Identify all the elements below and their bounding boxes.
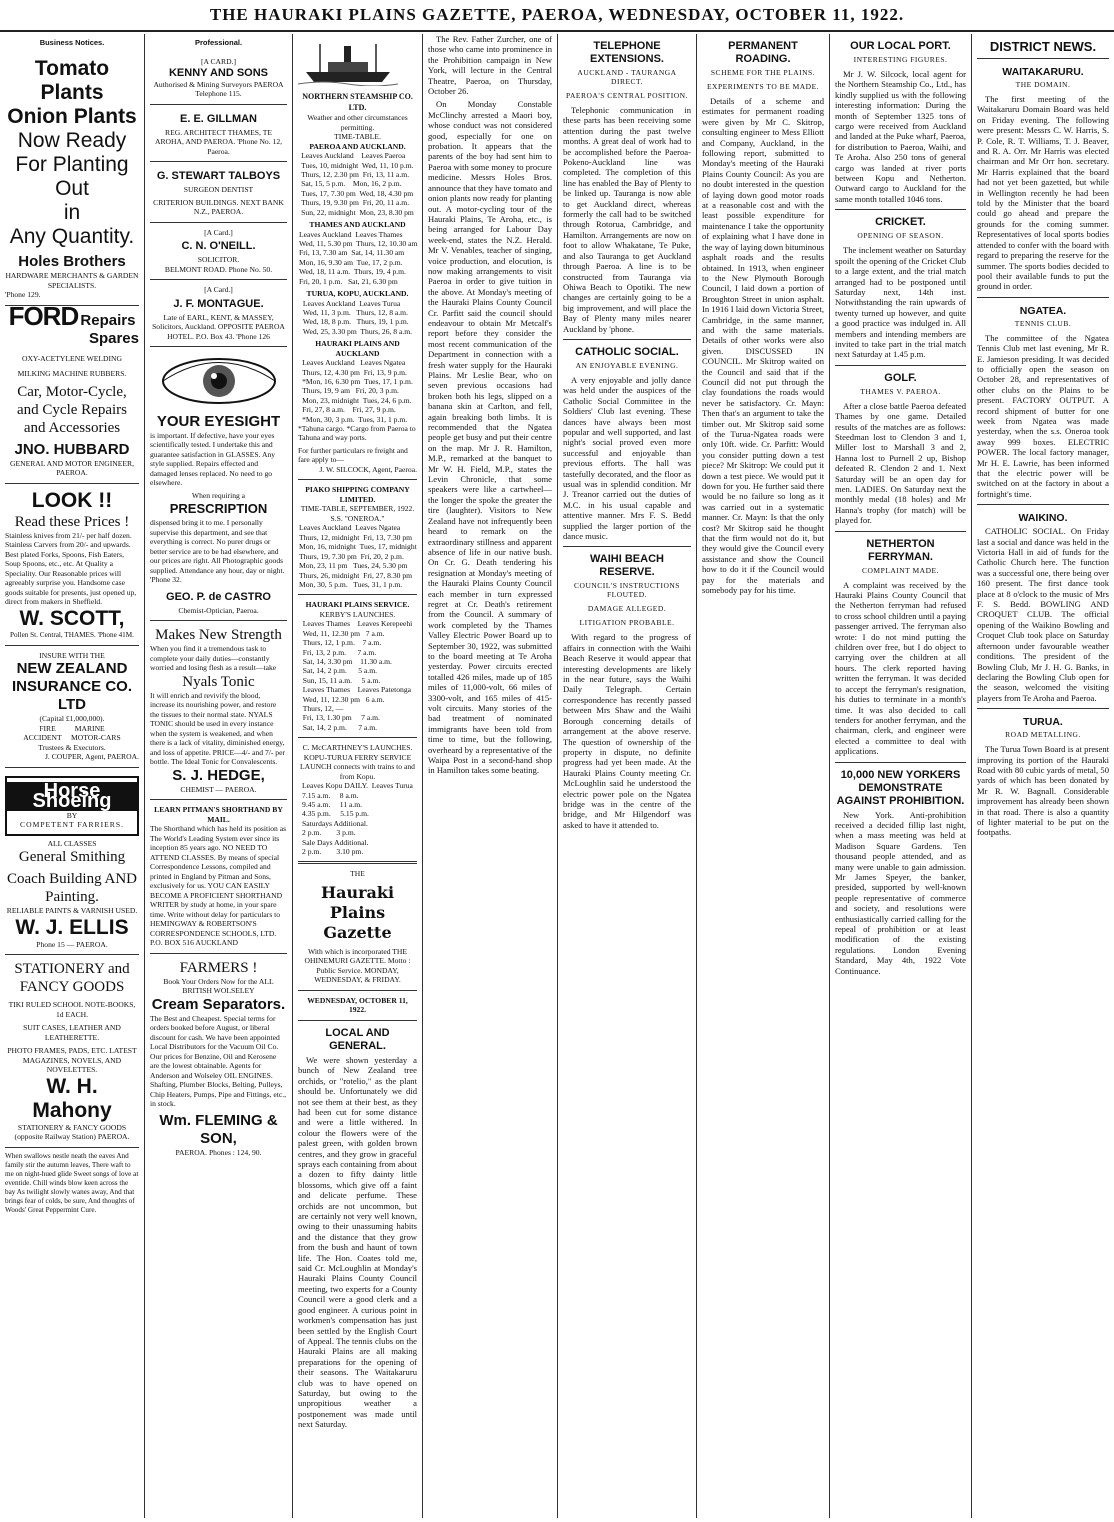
timetable-route: THAMES AND AUCKLAND: [309, 220, 406, 230]
ad-phone: Phone 15 — PAEROA.: [36, 939, 108, 949]
ford-logo: FORD: [8, 300, 79, 331]
ad-headline: PRESCRIPTION: [169, 501, 268, 517]
ad-de-castro: [150, 347, 287, 621]
column-professional: [144, 34, 292, 1518]
timetable-cell: Sat, 14, 2 p.m. 7 a.m.: [302, 722, 377, 732]
timetable-cell: Leaves Auckland Leaves Ngatea: [302, 358, 406, 368]
card-montague: [150, 280, 287, 347]
timetable-row: [302, 695, 414, 704]
ad-line: PAEROA. Phones : 124, 90.: [175, 1147, 262, 1157]
timetable-cell: Mon, 23, midnight Tues, 24, 6 p.m.: [302, 395, 412, 405]
ad-line: When requiring a: [191, 490, 246, 500]
timetable-cell: Mon, 30, 5 p.m. Tues, 31, 1 p.m.: [299, 579, 403, 589]
timetable-cell: Sat, 15, 5 p.m. Mon, 16, 2 p.m.: [301, 179, 402, 189]
timetable-cell: Leaves Auckland Leaves Turua: [302, 298, 401, 308]
timetable-route: HAURAKI PLAINS AND AUCKLAND: [315, 339, 400, 358]
ad-body: The Shorthand which has held its position as The World's Leading System ever since its inception 85 years ago. NO NEED TO ATTEND CLASSES. By means of special Correspondence Lessons, compiled and printed in England by Pitman and Sons, exclusively for us. YOU CAN EASILY BECOME A PROFICIENT SHORTHAND WRITER by study at home, in your spare time. Write without delay for particulars to HEMINGWAY & ROBERTSON'S CORRESPONDENCE SCHOOLS, LTD. P.O. BOX 516 AUCKLAND: [150, 824, 287, 948]
timetable-row: [298, 523, 418, 532]
timetable-row: [302, 723, 414, 732]
article-body: Telephonic communication in these parts has been receiving some attention during the past twelve months. A great deal of work had to be accomplished before the Paeroa-Pokeno-Auckland line was completed. The completion of this line has enabled the Bay of Plenty to be linked up. Tauranga is now able to get Auckland direct, whereas formerly the call had to be switched through Rotorua, Cambridge, and Hamilton. Arrangements are now on foot to allow Whakatane, Te Puke, and also Tauranga to get Auckland through Paeroa. A line is to be constructed from Tauranga via Ohiwa Beach to Opotiki. The new changes are certainly going to be a big improvement, and will place the Bay of Plenty many miles nearer Auckland by 'phone.: [563, 105, 691, 334]
ad-headline: Horse Shoeing: [7, 782, 137, 811]
article-subhead: SCHEME FOR THE PLAINS.: [710, 68, 816, 77]
article-headline: 10,000 NEW YORKERS DEMONSTRATE AGAINST PROHIBITION.: [836, 768, 965, 807]
ad-advertiser: W. SCOTT,: [19, 606, 125, 630]
timetable-row: [301, 368, 414, 377]
timetable-row: [302, 676, 414, 685]
ad-line: (opposite Railway Station) PAEROA.: [14, 1132, 130, 1142]
ad-line: OXY-ACETYLENE WELDING: [21, 353, 123, 363]
ad-line: GENERAL AND MOTOR ENGINEER, PAEROA.: [9, 458, 135, 478]
article-headline: DISTRICT NEWS.: [989, 39, 1097, 54]
timetable-row: [302, 629, 414, 638]
timetable-cell: Mon, 23, 11 pm Tues, 24, 5.30 pm: [299, 561, 408, 571]
article-body: A very enjoyable and jolly dance was held under the auspices of the Catholic Social Committee in the Soldiers' Club last evening. These dances have always been most popular and well supported, and last night's social proved even more successful and enjoyable than previous efforts. The hall was tastefully decorated, and the floor as usual was in splendid condition. Mr J. Treanor carried out the duties of M.C. in his usual capable and attentive manner. Mrs F. S. Bedd supplied the larger portion of the dance music.: [563, 374, 691, 542]
ad-line: General Smithing: [18, 849, 126, 866]
ad-line: PHOTO FRAMES, PADS, ETC. LATEST MAGAZINES, NOVELS, AND NOVELETTES.: [7, 1046, 137, 1075]
timetable-row: [298, 552, 418, 561]
section-label: Professional.: [194, 38, 243, 47]
timetable-cell: Wed, 18, 8 p.m. Thurs, 19, 1 p.m.: [302, 317, 409, 327]
timetable-cell: Leaves Auckland Leaves Ngatea: [299, 523, 401, 533]
article-body: We were shown yesterday a bunch of New Zealand tree orchids, or "rotelio," as the plant should be. Unfortunately we did not see them at their best, as they had been cut for some distance and were a little withered. In colour the flowers were of the palest green, with golden brown centres, and they grow in graceful sprays each containing from about a dozen to fifty dainty little blossoms, which give off a faint and delicate perfume. These orchids are not uncommon, but are certainly not very well known, owing to their unassuming habits and the distance that they grow from the bush and haunt of town life. The Hon. Coates told me, said Cr. McLoughlin at Monday's Hauraki Plains County Council meeting, two experts for a County Council were a good clerk and a good engineer. A curious point in workmen's compensation has just been settled by the English Court of Appeal. The tennis clubs on the Hauraki Plains are all making preparations for the opening of their seasons. The Waitakaruru club was to have opened on Saturday, but owing to the unpropitious weather a postponement was made until next Saturday.: [298, 1054, 417, 1430]
ad-ford-repairs: [5, 300, 139, 484]
ad-advertiser: E. E. GILLMAN: [180, 112, 257, 125]
card-kenny-and-sons: [150, 52, 287, 105]
timetable-cell: 4.35 p.m. 5.15 p.m.: [302, 809, 369, 819]
timetable-row: [302, 648, 414, 657]
timetable-row: [301, 828, 414, 837]
timetable-row: [298, 571, 418, 580]
ad-advertiser: W. H. Mahony: [32, 1074, 112, 1122]
ad-line: ALL CLASSES: [47, 838, 97, 848]
ad-line: MILKING MACHINE RUBBERS.: [17, 369, 127, 379]
timetable-cell: Thurs, 26, midnight Fri, 27, 8.30 pm: [299, 570, 413, 580]
ad-w-j-ellis: [5, 768, 139, 955]
ad-headline: FARMERS !: [179, 959, 258, 976]
ad-nz-insurance: [5, 646, 139, 768]
article-subhead: AN ENJOYABLE EVENING.: [575, 360, 679, 370]
timetable-row: [298, 580, 418, 589]
timetable-row: [302, 685, 414, 694]
timetable-row: [300, 170, 415, 179]
timetable-cell: Tues, 17, 7.30 pm Wed, 18, 4.30 pm: [301, 188, 414, 198]
steamship-illustration: [298, 38, 398, 86]
timetable-row: [298, 258, 418, 267]
timetable-row: [301, 377, 414, 386]
timetable-row: [300, 198, 415, 207]
ad-body: When you find it a tremendous task to complete your daily duties—constantly worried and losing flesh as a result—take: [150, 644, 277, 673]
ad-line: FIRE MARINE: [39, 723, 105, 733]
timetable-cell: 9.45 a.m. 11 a.m.: [302, 800, 363, 809]
timetable-row: [301, 800, 414, 809]
timetable-cell: Leaves Thames Leaves Kerepeehi: [302, 619, 413, 629]
timetable-row: [302, 713, 414, 722]
article-subhead: COMPLAINT MADE.: [862, 565, 939, 575]
ad-line: Pollen St. Central, THAMES. 'Phone 41M.: [10, 630, 134, 639]
article-headline: OUR LOCAL PORT.: [850, 40, 951, 52]
timetable-cell: 2 p.m. 3.10 pm.: [302, 847, 364, 857]
timetable-row: [301, 386, 414, 395]
timetable-row: [302, 317, 413, 326]
ad-line: Chemist-Optician, Paeroa.: [178, 605, 259, 615]
ad-headline: YOUR EYESIGHT: [156, 412, 281, 430]
article-subhead: TENNIS CLUB.: [1014, 318, 1072, 328]
ad-line: ACCIDENT MOTOR-CARS: [23, 733, 121, 743]
ad-line: HARDWARE MERCHANTS & GARDEN SPECIALISTS.: [5, 271, 139, 290]
timetable-row: [301, 781, 414, 790]
timetable-kerbys: [302, 619, 414, 732]
timetable-row: [298, 267, 418, 276]
card-label: [A CARD.]: [200, 57, 237, 67]
timetable-cell: Sun, 22, midnight Mon, 23, 8.30 pm: [301, 207, 414, 217]
ad-headline: Nyals Tonic: [182, 673, 255, 690]
timetable-agent: J. W. SILCOCK, Agent, Paeroa.: [319, 464, 417, 474]
article-subhead: PAEROA'S CENTRAL POSITION.: [566, 91, 688, 100]
timetable-row: [301, 405, 414, 414]
ad-line: CHEMIST — PAEROA.: [180, 784, 257, 794]
timetable-cell: Fri, 20, 1 p.m. Sat, 21, 6.30 pm: [299, 276, 398, 286]
timetable-row: [301, 838, 414, 847]
timetable-paeroa-auckland: [300, 151, 415, 217]
timetable-cell: Thurs, 12, 2.30 pm Fri, 13, 11 a.m.: [301, 170, 410, 180]
article-subhead: ROAD METALLING.: [1005, 730, 1081, 740]
ad-body: It will enrich and revivify the blood, increase its nourishing power, and restore the tissues to their normal state. NYALS TONIC should be used in every instance when the system is weakened, and when there is a lack of vitality, diminished energy, and loss of appetite. PRICE—4/- and 7/- per bottle. The Ideal Tonic for Convalescents.: [150, 690, 285, 767]
timetable-cell: Sale Days Additional.: [302, 837, 369, 847]
timetable-cell: Thurs, 12, —: [302, 703, 344, 713]
article-subhead: THE DOMAIN.: [1015, 80, 1071, 89]
article-headline: CRICKET.: [875, 216, 926, 229]
ad-fleming-and-son: [150, 954, 287, 1163]
ad-line: SUIT CASES, LEATHER AND LEATHERETTE.: [23, 1023, 121, 1042]
timetable-row: [301, 819, 414, 828]
timetable-cell: Sun, 15, 11 a.m. 5 a.m.: [302, 675, 381, 685]
timetable-piako: [298, 523, 418, 589]
timetable-cell: Tues, 10, midnight Wed, 11, 10 p.m.: [301, 160, 414, 170]
timetable-row: [300, 151, 415, 160]
timetable-cell: Thurs, 12, 1 p.m. 7 a.m.: [302, 638, 382, 648]
ad-line: TIKI RULED SCHOOL NOTE-BOOKS, 1d EACH.: [8, 1000, 136, 1019]
ad-line: Now Ready: [17, 129, 127, 153]
ad-headline: LEARN PITMAN'S SHORTHAND BY MAIL.: [154, 805, 283, 824]
article-subhead: OPENING OF SEASON.: [857, 231, 944, 241]
timetable-row: [302, 308, 413, 317]
timetable-company: HAURAKI PLAINS SERVICE.: [305, 600, 410, 610]
timetable-cell: Thurs, 19, 9 am Fri, 20, 3 p.m.: [302, 386, 399, 396]
article-headline: NETHERTON FERRYMAN.: [866, 537, 935, 563]
ad-advertiser: S. J. HEDGE,: [172, 766, 265, 784]
gazette-date: WEDNESDAY, OCTOBER 11, 1922.: [307, 995, 408, 1015]
article-subhead: COUNCIL'S INSTRUCTIONS FLOUTED.: [574, 581, 680, 600]
horse-shoeing-box: [5, 776, 139, 836]
timetable-row: [301, 396, 414, 405]
ad-advertiser: G. STEWART TALBOYS: [156, 170, 281, 183]
timetable-row: [298, 561, 418, 570]
ad-line: Late of EARL, KENT, & MASSEY, Solicitors, Auckland. OPPOSITE PAEROA HOTEL. P.O. Box 43. 'Phone 126: [152, 312, 285, 341]
article-body: Details of a scheme and estimates for permanent roading were given by Mr C. Skitrop, consulting engineer to Mess Elliott and Company, Auckland, in the following report, submitted to Monday's meeting of the Hauraki Plains County Council: As you are no doubt interested in the question of laying down good motor roads at a reasonable cost and with the least possible expenditure for maintenance I take the opportunity of explaining what I have done in the way of laying down bituminous asphalt roads and the results obtained. In 1913, when engineer to the New Plymouth Borough Council, I laid down a portion of Broughton Street in union asphalt. In 1916 I laid down Victoria Street, Cambridge, in the same manner, and with the same materials. Details of other works were also given. DISCUSSED IN COUNCIL. Mr Skitrop waited on the Council and said that if the Council did not put through the clay foundations the roads would never be satisfactory. Cr. Mayn: Then that's an argument to take the timber out. Mr Skitrop said some of the Turua-Ngatea roads were only 10ft. wide. Cr. Parfitt: Would you consider putting down a test piece? Mr Skitrop: We could put it down a test piece. We would put it down for you. He further said there would be no failure so long as it was carried out in a systematic manner. Cr. Mayn: Is that the only cost? Mr Skitrop said he thought that the firm would not do it, but they would give the Council every assistance and show the Council how to do it if the Council would pay for the materials and somebody pay for his time.: [702, 96, 824, 596]
ad-line: INSURE WITH THE: [39, 650, 105, 660]
ad-advertiser: NEW ZEALAND INSURANCE CO. LTD: [11, 660, 132, 714]
timetable-note: *Tahuna cargo. *Cargo from Paeroa to Tahuna and way ports.: [298, 423, 416, 443]
timetable-cell: Mon, 16, midnight Tues, 17, midnight: [299, 542, 417, 552]
card-gillman: [150, 105, 287, 163]
timetable-cell: Thurs, 19, 7.30 pm Fri, 20, 2 p.m.: [299, 551, 404, 561]
timetable-row: [300, 208, 415, 217]
timetable-cell: Wed, 25, 3.30 pm Thurs, 26, 8 a.m.: [302, 326, 413, 336]
ad-holes-brothers: [5, 52, 139, 306]
ad-line: BELMONT ROAD. Phone No. 50.: [164, 264, 273, 274]
article-body: A complaint was received by the Hauraki Plains County Council that the Netherton ferryman had refused to cross school children until a paying passenger arrived. The ferryman also wrote: I do not mind putting the children over free, but I do object to carrying over the children at all hours. The clerk reported having written the ferryman. It was decided to accept the ferryman's resignation, his duties to terminate in a month's time. It was also decided to call tenders for another ferryman, and the chairman, clerk, and engineer were elected a committee to deal with applications.: [835, 579, 966, 757]
timetable-heading: TIME-TABLE.: [334, 132, 381, 142]
ad-line: Book Your Orders Now for the ALL BRITISH WOLSELEY: [163, 976, 274, 996]
gazette-subtitle: With which is incorporated THE OHINEMURI GAZETTE. Motto : Public Service. MONDAY, WEDNESDAY, & FRIDAY.: [304, 946, 411, 985]
article-headline: TELEPHONE EXTENSIONS.: [590, 40, 664, 65]
timetable-row: [298, 542, 418, 551]
timetable-row: [302, 666, 414, 675]
ad-headline: STATIONERY and FANCY GOODS: [14, 961, 130, 996]
article-body: The Turua Town Board is at present improving its portion of the Hauraki Road with 80 cubic yards of metal, 50 yards of which has been donated by Mr R. W. Bagnall. Considerable improvement has already been shown in that road. There is also a quantity of lighter material to be put on the footpaths.: [977, 744, 1109, 838]
article-body: New York. Anti-prohibition received a decided fillip last night, when a mass meeting was held at Madison Square Gardens. Ten thousand people attended, and as many were unable to gain admission. Mr James Speyer, the banker, presided, supported by well-known people representative of commerce and society, and resolutions were enthusiastically carried calling for the repeal of prohibition or at least modification of the existing regulations. London Evening Standard, May 4th, 1922 Vote Continuance.: [835, 809, 966, 976]
eye-illustration: [159, 356, 279, 406]
timetable-cell: Mon, 16, 9.30 am Tue, 17, 2 p.m.: [299, 257, 403, 267]
timetable-cell: Fri, 27, 8 a.m. Fri, 27, 9 p.m.: [302, 405, 396, 415]
article-body: On Monday Constable McClinchy arrested a Maori boy, whose conduct was not considered good, especially for one on probation. It appears that the parents of the boy had sent him to Paeroa with some money to procure medicine. Messrs Holes Bros. announce that they have tomato and onion plants now ready for planting out. A motor-cycling tour of the Hauraki Plains, Te Aroha, etc., is being arranged for Labour Day week-end, states the N.Z. Herald. Mr V. Venables, teacher of singing, voice production, and elocution, is now making arrangements to visit Paeroa in order to give tuition in the above. At Monday's meeting of the Hauraki Plains County Council Cr. Parfitt said the council should endeavour to obtain Mr Metcalf's report before they consider the most recent communication of the Department in connection with a fresh water supply for the Hauraki Plains. Mr Leslie Bear, who on seven previous occasions had broken both his legs, slipped on a banana skin at Carlton, and fell, again breaking both limbs. It is recommended that the Ngatea people get busy and put their centre on the map. Mr J. R. Hamilton, M.P., remarked at the banquet to Mr W. H. Field, M.P., states the Levin Chronicle, that some speakers were like a cartwheel—the longer the spoke the greater the tire (laughter). Visitors to New Zealand have not infrequently been heard to remark on the extraordinary stillness and apparent absence of life in our native bush. On Cr. G. Death tendering his resignation at Monday's meeting of the Hauraki Plains County Council each member in turn expressed regret at Cr. Death's retirement from the Council. A summary of work completed by the Thames Valley Electric Power Board up to September 30, 1922, was submitted to the board meeting at Te Aroha yesterday. Power circuits erected totalled 426 miles, made up of 185 miles of 11,000-volt, 66 miles of 3300-volt, and 165 miles of 415-volt circuits. Many stories of the bad treatment of nominated immigrants have been told from time to time, but the following, overheard by a representative of the Waipa Post in a second-hand shop in Hamilton takes some beating.: [428, 99, 552, 776]
timetable-heading: C. McCARTHNEY'S LAUNCHES. KOPU-TURUA FERRY SERVICE LAUNCH connects with trains to and from Kopu.: [300, 743, 415, 781]
card-talboys: [150, 162, 287, 223]
ad-line: Authorised & Mining Surveyors PAEROA Telephone 115.: [153, 79, 284, 99]
timetable-cell: Leaves Kopu DAILY. Leaves Turua: [302, 781, 413, 791]
timetable-company: PIAKO SHIPPING COMPANY LIMITED.: [305, 485, 410, 504]
timetable-route: PAEROA AND AUCKLAND.: [309, 141, 406, 151]
article-headline: GOLF.: [884, 371, 917, 384]
ad-advertiser: KENNY AND SONS: [168, 66, 269, 79]
article-body: Mr J. W. Silcock, local agent for the Northern Steamship Co., Ltd., has kindly supplied us with the following interesting information: During the month of September 1325 tons of cargo were received from Auckland and landed at the Puke wharf, Paeroa, for distribution to Paeroa, Waihi, and Te Aroha. Also 250 tons of general cargo was landed at river ports between Kopu and Netherton. Outward cargo to Auckland for the same month totalled 1046 tons.: [835, 69, 966, 204]
article-body: CATHOLIC SOCIAL. On Friday last a social and dance was held in the Victoria Hall in aid of funds for the Catholic Church here. The function was a successful one, there being over 160 present. The first dance took place at 8 o'clock to the music of Mrs F. S. Bedd. BOWLING AND CROQUET CLUB. The official opening of the Waikino Bowling and Croquet Club took place on Saturday afternoon under favourable weather conditions. The president of the Bowling Club, Mr J. H. G. Banks, in declaring the Bowling Club open for the season, welcomed the visiting players from Te Aroha and Paeroa.: [977, 526, 1109, 703]
timetable-row: [301, 809, 414, 818]
timetable-row: [298, 277, 418, 286]
timetable-row: [298, 533, 418, 542]
timetable-cell: Leaves Thames Leaves Patetonga: [302, 685, 411, 695]
ad-pitman-shorthand: [150, 800, 287, 954]
timetable-cell: Wed, 11, 3 p.m. Thurs, 12, 8 a.m.: [302, 307, 408, 317]
column-permanent-roading: [696, 34, 829, 1518]
ad-headline: Cream Separators.: [151, 995, 286, 1013]
timetable-row: [301, 847, 414, 856]
timetable-heading: KERBY'S LAUNCHES.: [319, 609, 396, 619]
ad-line: COMPETENT FARRIERS.: [20, 820, 124, 830]
ad-line: J. COUPER, Agent, PAEROA.: [44, 752, 139, 762]
timetable-row: [301, 358, 414, 367]
timetable-route: TURUA, KOPU, AUCKLAND.: [306, 289, 409, 298]
timetable-cell: Fri, 13, 2 p.m. 7 a.m.: [302, 647, 377, 657]
ad-advertiser: GEO. P. de CASTRO: [166, 590, 271, 603]
timetable-cell: Thurs, 12, 4.30 pm Fri, 13, 9 p.m.: [302, 367, 407, 377]
timetable-cell: Sat, 14, 2 p.m. 5 a.m.: [302, 666, 377, 676]
timetable-row: [301, 791, 414, 800]
masthead-title: THE HAURAKI PLAINS GAZETTE, PAEROA, WEDNESDAY, OCTOBER 11, 1922.: [209, 5, 905, 24]
timetable-company: NORTHERN STEAMSHIP CO. LTD.: [302, 92, 413, 112]
ad-line: STATIONERY & FANCY GOODS: [17, 1122, 127, 1132]
timetable-thames-auckland: [298, 230, 418, 286]
card-oneill: [150, 223, 287, 281]
timetable-row: [301, 415, 414, 424]
ad-line: Any Quantity.: [9, 225, 135, 249]
article-subhead: THAMES V. PAEROA.: [860, 386, 941, 396]
timetable-row: [302, 327, 413, 336]
ad-body: is important. If defective, have your eyes scientifically tested. I undertake this and guarantee satisfaction in GLASSES. Any style supplied. Repairs effected and damaged lenses replaced. No need to go elsewhere.: [150, 430, 276, 488]
ad-w-scott: [5, 484, 139, 646]
timetable-cell: Wed, 11, 5.30 pm Thurs, 12, 10.30 am: [299, 238, 418, 248]
ad-line: SOLICITOR.: [197, 255, 240, 265]
masthead: [0, 0, 1114, 32]
card-label: [A Card.]: [204, 227, 233, 237]
ad-advertiser: C. N. O'NEILL.: [181, 240, 256, 253]
district-heading: NGATEA.: [1019, 304, 1067, 317]
timetable-mccarthney: [301, 781, 414, 856]
section-label: Business Notices.: [39, 38, 105, 47]
gazette-the: THE: [350, 869, 365, 879]
ad-line: Trustees & Executors.: [38, 742, 106, 752]
article-body: The first meeting of the Waitakaruru Domain Board was held on Friday evening. The following were present: Messrs C. W. Harris, S. P. Cole, R. T. Williams, T. J. Beaver, and R. A. Orr. Mr Harris was elected chairman and Mr Orr hon. secretary. Mr Harris explained that the board had not yet been gazetted, but while in Wellington recently he had been told by the Minister that the board could go ahead and prepare the grounds for the coming summer. Representatives of local sports bodies attended to confer with the board with regard to preparing the reserve for the summer. The sports bodies decided to pool their available funds to put the ground in order.: [977, 94, 1109, 292]
timetable-cell: 2 p.m. 3 p.m.: [302, 828, 356, 838]
timetable-row: [300, 189, 415, 198]
timetable-row: [300, 179, 415, 188]
column-local-news: [422, 34, 557, 1518]
ad-phone: 'Phone 129.: [5, 290, 41, 300]
ad-line: Read these Prices !: [14, 513, 130, 530]
article-headline: PERMANENT ROADING.: [728, 40, 798, 65]
timetable-heading: TIME-TABLE, SEPTEMBER, 1922. S.S. "ONEROA.": [300, 504, 415, 523]
timetable-cell: Wed, 18, 11 a.m. Thurs, 19, 4 p.m.: [299, 267, 406, 277]
column-shipping-and-local: [292, 34, 422, 1518]
column-district-news: [971, 34, 1114, 1518]
article-headline: WAIHI BEACH RESERVE.: [590, 553, 664, 579]
column-business-notices: [0, 34, 144, 1518]
timetable-cell: Fri, 13, 7.30 am Sat, 14, 11.30 am: [299, 248, 405, 258]
ad-advertiser: W. J. ELLIS: [15, 915, 129, 939]
ad-headline: Tomato Plants: [34, 57, 110, 105]
ad-headline: LOOK !!: [31, 488, 113, 512]
timetable-note: For further particulars re freight and fare apply to—: [298, 445, 408, 465]
ad-body: The Best and Cheapest. Special terms for orders booked before August, or liberal discount for cash. We have been appointed Local Distributors for the Vacuum Oil Co. Our prices for Benzine, Oil and Kerosene are the lowest obtainable. Agents for Anderson and Wolseley OIL ENGINES. Shafting, Plumber Blocks, Belting, Pulleys, Chip Heaters, Pumps, Pipe and Fittings, etc., in stock.: [150, 1013, 287, 1109]
article-body: The Rev. Father Zurcher, one of those who came into prominence in the Prohibition campaign in New York, will lecture in the Central Theatre, Paeroa, on Thursday, October 26.: [428, 34, 552, 97]
article-subhead: EXPERIMENTS TO BE MADE.: [706, 82, 820, 91]
timetable-turua-kopu: [302, 299, 413, 337]
timetable-cell: Fri, 13, 1.30 pm 7 a.m.: [302, 713, 380, 723]
ad-line: REG. ARCHITECT THAMES, TE AROHA, AND PAEROA. 'Phone No. 12, Paeroa.: [154, 127, 283, 156]
district-heading: TURUA.: [1023, 716, 1063, 729]
timetable-row: [302, 704, 414, 713]
ad-line: in: [63, 201, 81, 225]
ad-advertiser: J. F. MONTAGUE.: [173, 297, 264, 310]
timetable-row: [298, 248, 418, 257]
article-body: With regard to the progress of affairs in connection with the Waihi Beach Reserve it would appear that interesting developments are likely in the near future, says the Waihi Daily Telegraph. Certain correspondence has recently passed between Mrs Shaw and the Waihi Borough concerning details of arrangement at the above reserve. The question of ownership of the property in dispute, no definite progress had yet been made. At the Hauraki Plains County meeting Cr. McLoughlin said he understood the electric power pole on the Ngatea bridge was in the centre of the bridge, and Mr Hilgendorf was asked to have it attended to.: [563, 632, 691, 830]
timetable-cell: Leaves Auckland Leaves Paeroa: [301, 151, 406, 161]
ad-line: (Capital £1,000,000).: [39, 714, 105, 724]
column-port-sports: [829, 34, 971, 1518]
ad-body: Stainless knives from 21/- per half dozen. Stainless Carvers from 20/- and upwards. Best plated Forks, Spoons, Fish Eaters, Soup Spoons, etc., etc. At Quality a Speciality. Our Reasonable prices will agreeably surprise you. Handsome case goods suitable for presents, just opened up, direct from makers in Sheffield.: [5, 530, 137, 607]
ad-line: Car, Motor-Cycle, and Cycle Repairs and Accessories: [17, 383, 127, 436]
district-heading: WAIKINO.: [1018, 512, 1068, 525]
timetable-row: [302, 638, 414, 647]
ad-line: RELIABLE PAINTS & VARNISH USED.: [6, 906, 138, 916]
article-subhead: AUCKLAND - TAURANGA DIRECT.: [577, 68, 677, 86]
timetable-cell: Saturdays Additional.: [302, 818, 368, 828]
column-telephone-catholic-waihi: [557, 34, 696, 1518]
ad-w-h-mahony: [5, 955, 139, 1148]
timetable-cell: Wed, 11, 12.30 pm 6 a.m.: [302, 694, 385, 704]
ad-headline: Onion Plants: [7, 105, 137, 129]
timetable-cell: Leaves Auckland Leaves Thames: [299, 229, 403, 239]
ad-line: CRITERION BUILDINGS. NEXT BANK N.Z., PAEROA.: [153, 197, 284, 217]
timetable-row: [300, 161, 415, 170]
peppermint-cure-poem: When swallows nestle neath the eaves And family stir the autumn leaves, There waft to me on night-hued glide Sweet songs of love at eventide. Chill winds blow keen across the bay As twilight slowly wanes away, And that brings fear of colds, be sure, And thoughts of Woods' Great Peppermint Cure.: [5, 1151, 139, 1214]
ad-advertiser: Holes Brothers: [18, 253, 126, 271]
article-headline: LOCAL AND GENERAL.: [325, 1026, 390, 1052]
ad-line: For Planting Out: [15, 153, 129, 201]
ad-headline: Makes New Strength: [155, 627, 282, 644]
ad-body: dispensed bring it to me. I personally supervise this department, and see that everything is correct. No purer drugs or better service are to be had elsewhere, and our prices are right. All Photographic goods supplied. Attendance any hour, day or night. 'Phone 32.: [150, 518, 285, 585]
article-subhead: INTERESTING FIGURES.: [853, 55, 948, 64]
timetable-row: [302, 299, 413, 308]
article-body: The inclement weather on Saturday spoilt the opening of the Cricket Club to a large extent, and the trial match arranged had to be postponed until Saturday next, 14th inst. Notwithstanding the rain upwards of twenty turned up however, and quite a good practice was indulged in. All members and intending members are invited to take part in the trial match next Saturday at 1.45 p.m.: [835, 245, 966, 360]
timetable-cell: Sat, 14, 3.30 pm 11.30 a.m.: [302, 656, 392, 666]
article-body: The committee of the Ngatea Tennis Club met last evening, Mr R. E. Jamieson presiding. It was decided to officially open the season on October 28, and representatives of other clubs on the Plains to be present. FACTORY OUTPUT. A record shipment of butter for one week from Ngatea was made yesterday, when the s.s. Oneroa took away 999 boxes. ELECTRIC POWER. The local factory manager, Mr H. E. Lawrie, has been informed that the electric power will be switched on at the factory in about a fortnight's time.: [977, 332, 1109, 499]
timetable-cell: *Mon, 16, 6.30 pm Tues, 17, 1 p.m.: [302, 376, 413, 386]
card-label: [A Card.]: [204, 285, 233, 295]
timetable-row: [298, 230, 418, 239]
timetable-cell: Thurs, 12, midnight Fri, 13, 7.30 pm: [299, 532, 413, 542]
ad-line: SURGEON DENTIST: [183, 185, 254, 195]
ad-advertiser: Wm. FLEMING & SON,: [159, 1111, 278, 1147]
ad-line: Repairs: [80, 311, 136, 329]
ad-line: BY: [66, 810, 78, 820]
ad-line: Coach Building AND Painting.: [7, 871, 137, 906]
ad-nyals-tonic: [150, 621, 287, 800]
timetable-cell: Wed, 11, 12.30 pm 7 a.m.: [302, 628, 385, 638]
timetable-cell: *Mon, 30, 3 p.m. Tues, 31, 1 p.m.: [302, 414, 408, 424]
timetable-row: [302, 619, 414, 628]
timetable-note: Weather and other circumstances permitting.: [307, 113, 408, 132]
gazette-title: Hauraki Plains Gazette: [320, 882, 395, 942]
article-subhead: LITIGATION PROBABLE.: [579, 618, 675, 628]
timetable-hauraki-plains: [301, 358, 414, 424]
timetable-row: [298, 239, 418, 248]
timetable-row: [302, 657, 414, 666]
timetable-cell: 7.15 a.m. 8 a.m.: [302, 790, 359, 800]
ad-advertiser: JNO. HUBBARD: [14, 440, 130, 458]
timetable-cell: Thurs, 19, 9.30 pm Fri, 20, 11 a.m.: [301, 198, 410, 208]
article-subhead: DAMAGE ALLEGED.: [587, 604, 667, 614]
article-headline: CATHOLIC SOCIAL.: [575, 345, 679, 358]
district-heading: WAITAKARURU.: [1002, 66, 1084, 78]
ad-line: Spares: [88, 329, 139, 347]
article-body: After a close battle Paeroa defeated Thames by one game. Detailed results of the matches are as follows: Steedman lost to Clendon 3 and 1, Miller lost to Marshall 3 and 2, Hanna lost to Purnell 2 up, Bishop defeated R. Clendon 2 and 1. Next Saturday will be an open day for men. LADIES. On Saturday next the monthly medal (18 holes) and Mr Hanna's trophy (for match) will be played for.: [835, 400, 966, 526]
